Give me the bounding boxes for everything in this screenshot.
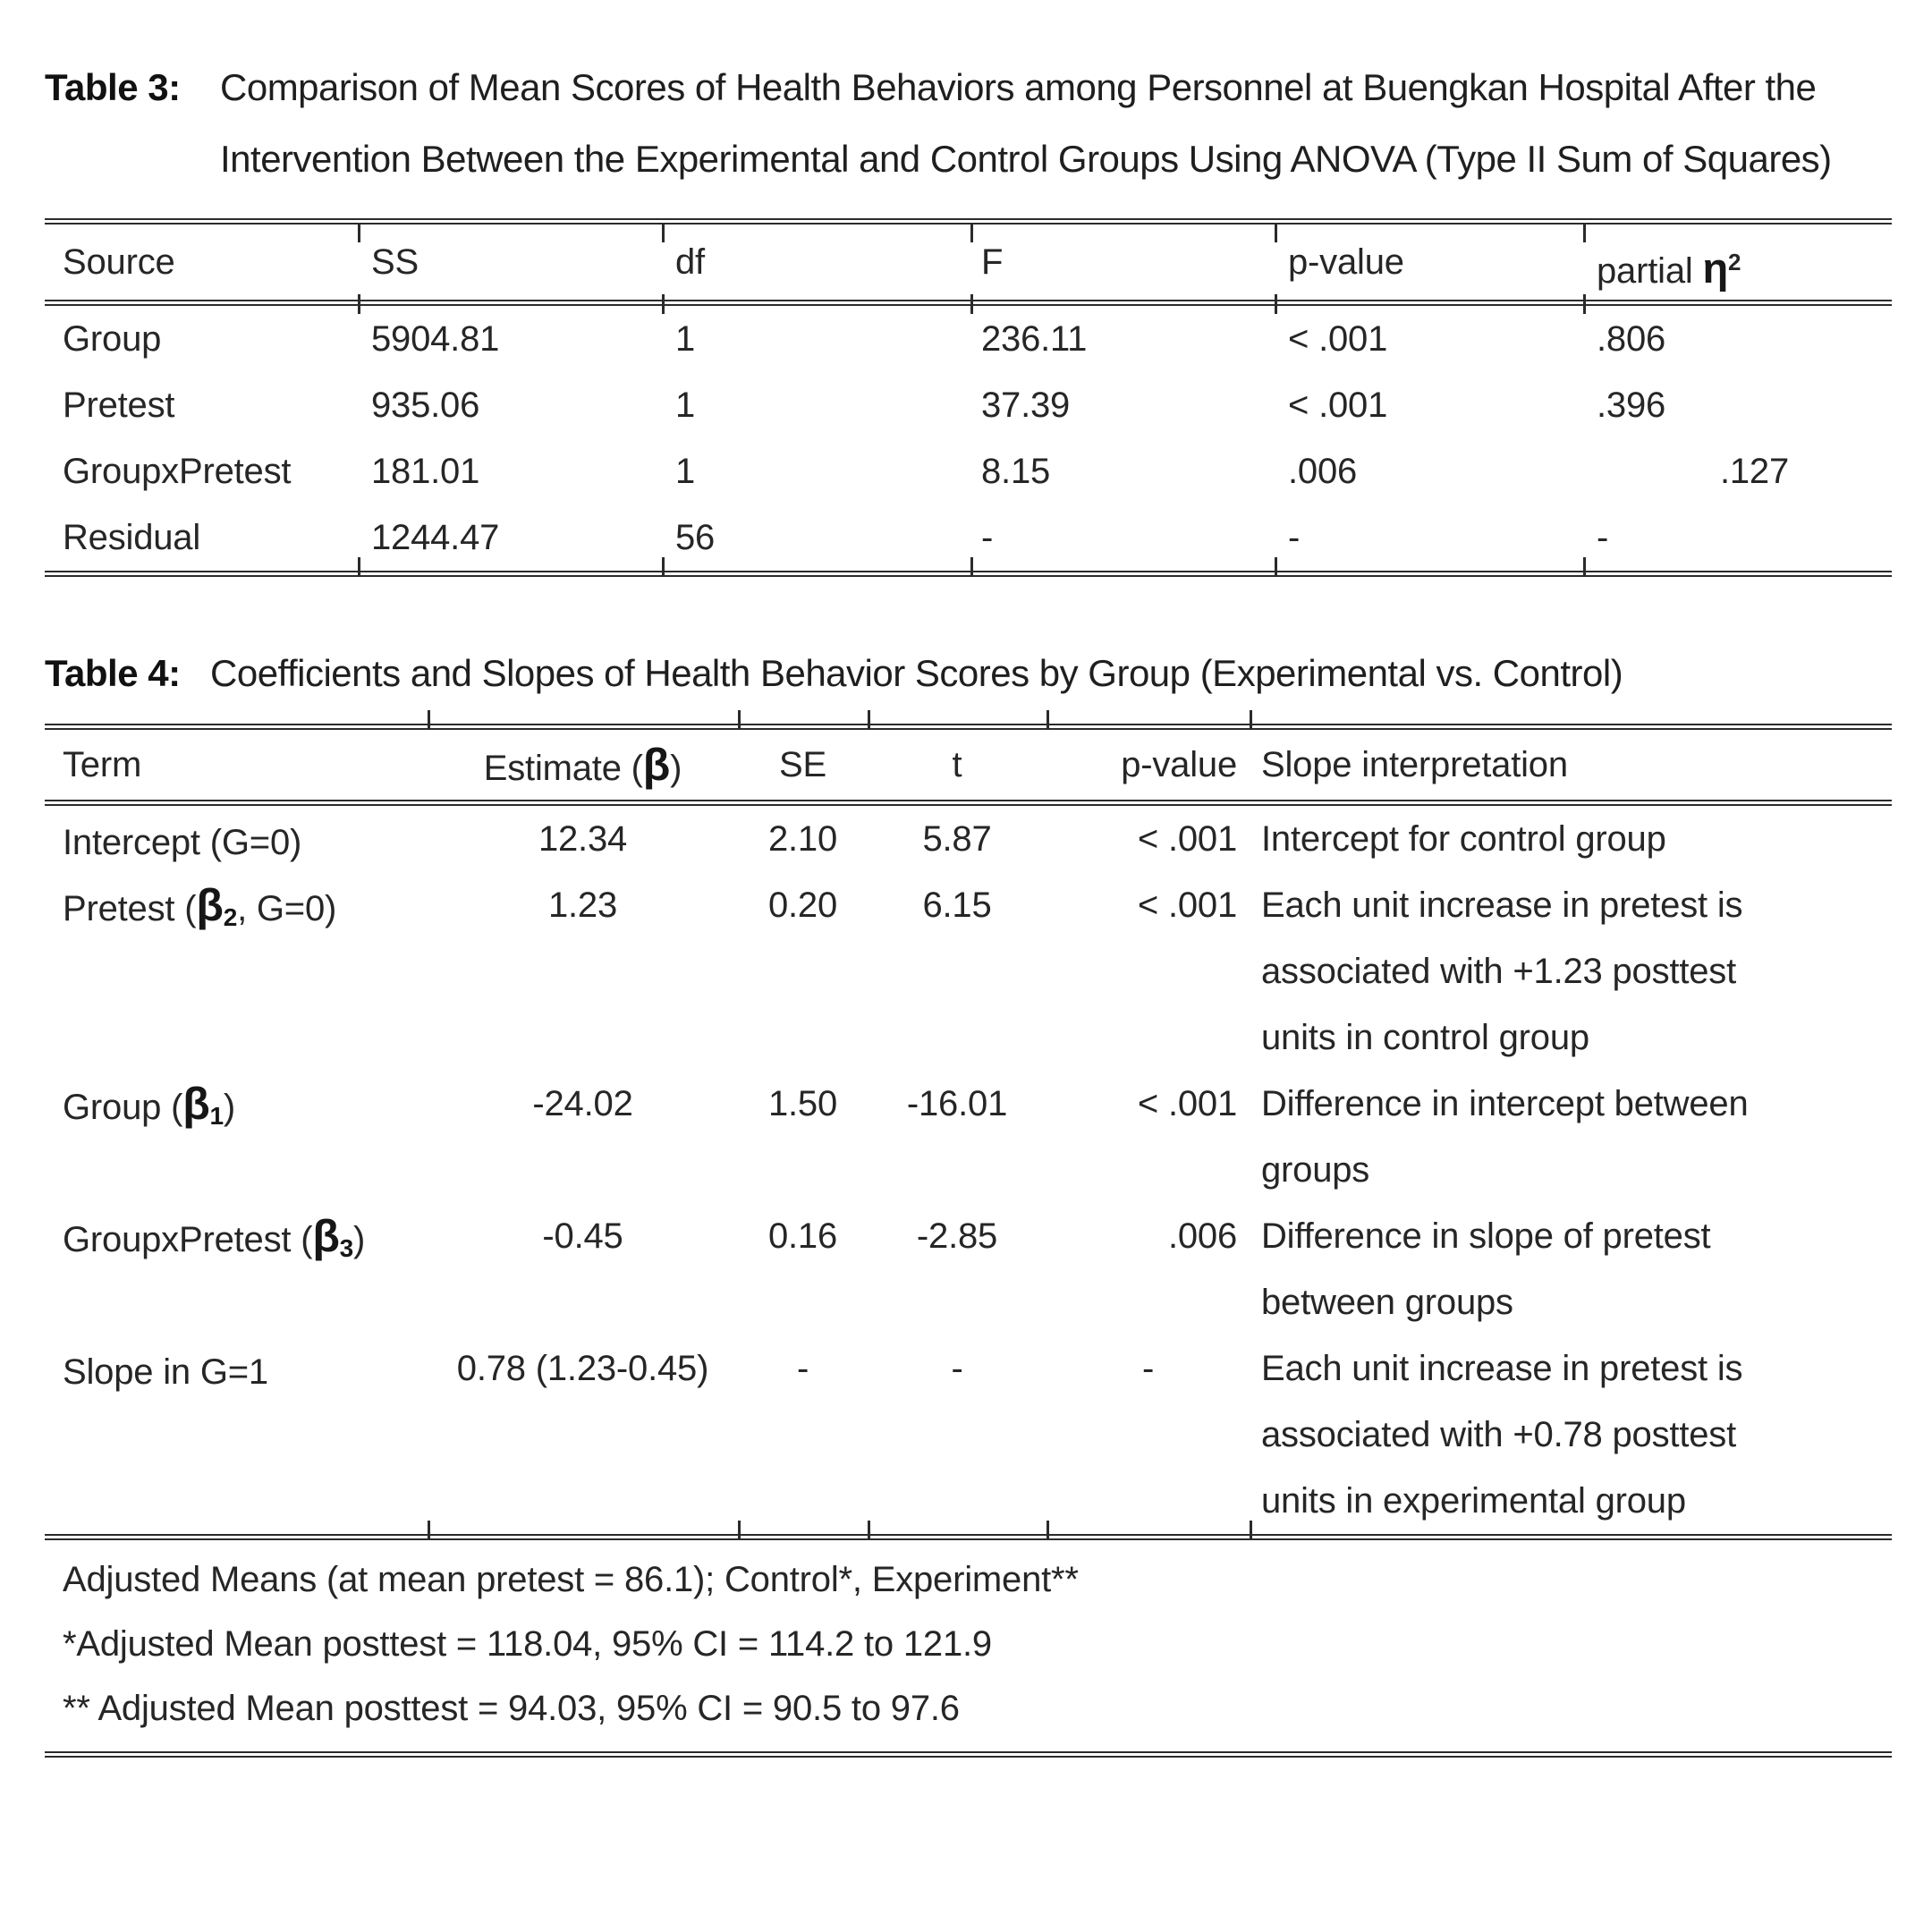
column-tick (358, 294, 360, 314)
table3-row3-eta: .127 (1719, 452, 1789, 491)
eta-symbol: η (1702, 244, 1728, 292)
column-tick (1583, 557, 1586, 577)
beta-symbol: β (642, 740, 671, 790)
table3-header-pvalue: p-value (1288, 242, 1404, 282)
footnote-experiment-mean: ** Adjusted Mean posttest = 94.03, 95% CI = 90.5 to 97.6 (63, 1689, 960, 1728)
column-tick (970, 294, 973, 314)
table4-row3-se: 1.50 (767, 1084, 838, 1123)
table3-row3-pvalue: .006 (1288, 452, 1358, 491)
term-text: Slope in G=1 (63, 1352, 268, 1392)
table4-footnotes (45, 1540, 1892, 1751)
table4-row1-estimate: 12.34 (538, 819, 628, 859)
beta-symbol: β (196, 880, 224, 930)
table3-row4-ss: 1244.47 (371, 518, 500, 557)
table3-header-ss: SS (371, 242, 419, 282)
table3-row4-source: Residual (63, 518, 201, 557)
column-tick (1275, 294, 1277, 314)
column-tick (738, 1521, 741, 1540)
table4-bottom-rule (45, 1751, 1892, 1758)
table3-row4-pvalue: - (1288, 518, 1301, 557)
table3-body (45, 306, 1892, 571)
interpretation-line: between groups (1261, 1283, 1513, 1322)
table3-row2-ss: 935.06 (371, 386, 480, 425)
table3-header-rule (45, 300, 1892, 306)
table4-header-term: Term (63, 745, 142, 784)
column-tick (970, 557, 973, 577)
table4-row3-term (45, 1071, 428, 1149)
interpretation-line: units in experimental group (1261, 1481, 1686, 1521)
table3-row3-f: 8.15 (981, 452, 1051, 491)
table3-bottom-rule (45, 571, 1892, 577)
table4-header-rule (45, 800, 1892, 806)
table4-row-groupxpretest (45, 1203, 1892, 1335)
footnote-control-mean: *Adjusted Mean posttest = 118.04, 95% CI = 114.2 to 121.9 (63, 1624, 992, 1664)
table4-row5-pvalue: - (1141, 1349, 1155, 1388)
table3-row1-df: 1 (675, 319, 696, 359)
table3-top-rule (45, 218, 1892, 225)
term-text: , G=0) (237, 889, 337, 928)
table4-row4-t: -2.85 (916, 1216, 998, 1256)
column-tick (1583, 223, 1586, 242)
estimate-prefix: Estimate ( (483, 749, 643, 788)
table4-row4-se: 0.16 (767, 1216, 838, 1256)
column-tick (1046, 1521, 1049, 1540)
term-text: Pretest ( (63, 889, 197, 928)
table3-row4-f: - (981, 518, 994, 557)
table4-header-slope-interpretation: Slope interpretation (1261, 745, 1568, 784)
column-tick (868, 1521, 870, 1540)
interpretation-line: Difference in slope of pretest (1261, 1216, 1711, 1256)
table3-header-row (45, 225, 1892, 300)
table3-row1-ss: 5904.81 (371, 319, 500, 359)
table3-header-source: Source (63, 242, 175, 282)
table3-caption (45, 52, 1892, 195)
table3-caption-label: Table 3: (45, 66, 181, 108)
column-tick (358, 223, 360, 242)
footnote-adjusted-means: Adjusted Means (at mean pretest = 86.1); Control*, Experiment** (63, 1560, 1079, 1599)
table4-row3-pvalue: < .001 (1137, 1084, 1237, 1123)
table4-row2-term (45, 872, 428, 951)
column-tick (662, 557, 665, 577)
column-tick (358, 557, 360, 577)
table3-row2-f: 37.39 (981, 386, 1071, 425)
table4-row-pretest (45, 872, 1892, 1071)
page-content (45, 52, 1892, 1758)
table4-row-slope-g1 (45, 1335, 1892, 1534)
column-tick (1275, 223, 1277, 242)
table3-row3-df: 1 (675, 452, 696, 491)
table4-row4-term (45, 1203, 428, 1282)
term-text: GroupxPretest ( (63, 1220, 313, 1259)
table3-row1-eta: .806 (1597, 319, 1666, 359)
table3-caption-text (220, 52, 1832, 195)
table4-row4-interpretation (1250, 1203, 1892, 1335)
beta-subscript: 3 (339, 1234, 354, 1262)
table4-row5-interpretation (1250, 1335, 1892, 1534)
column-tick (1583, 294, 1586, 314)
table4-header-se: SE (779, 745, 826, 784)
table4-body-bottom-rule (45, 1534, 1892, 1540)
interpretation-line: Intercept for control group (1261, 819, 1666, 859)
document-page (0, 52, 1932, 1932)
table3-row3-source: GroupxPretest (63, 452, 292, 491)
table4-header-pvalue: p-value (1121, 745, 1237, 784)
column-tick (868, 710, 870, 730)
table4-row-group (45, 1071, 1892, 1203)
table4-row5-term (45, 1335, 428, 1414)
table3-caption-line2: Intervention Between the Experimental and Control Groups Using ANOVA (Type II Sum of Squares) (220, 138, 1832, 180)
table4-row2-t: 6.15 (922, 886, 992, 925)
table4-header-estimate (428, 730, 738, 803)
table3-row2-pvalue: < .001 (1288, 386, 1388, 425)
table3-row2-eta: .396 (1597, 386, 1666, 425)
column-tick (428, 710, 430, 730)
table4-row5-estimate: 0.78 (1.23-0.45) (456, 1349, 709, 1388)
table4-row2-se: 0.20 (767, 886, 838, 925)
table4-row5-se: - (796, 1349, 809, 1388)
column-tick (1275, 557, 1277, 577)
column-tick (738, 710, 741, 730)
table4-caption (45, 638, 1892, 709)
beta-subscript: 2 (223, 903, 238, 931)
table4-row1-interpretation (1250, 806, 1892, 872)
table4-caption-text: Coefficients and Slopes of Health Behavior Scores by Group (Experimental vs. Control) (210, 652, 1623, 694)
table3-row1-f: 236.11 (981, 319, 1088, 359)
beta-symbol: β (182, 1079, 210, 1129)
table4-top-rule (45, 724, 1892, 730)
table3-row2-df: 1 (675, 386, 696, 425)
interpretation-line: Difference in intercept between (1261, 1084, 1749, 1123)
table4-row3-estimate: -24.02 (532, 1084, 633, 1123)
table3-caption-line1: Comparison of Mean Scores of Health Behaviors among Personnel at Buengkan Hospital After the (220, 66, 1817, 108)
table4-row1-se: 2.10 (767, 819, 838, 859)
column-tick (1046, 710, 1049, 730)
column-tick (1250, 1521, 1252, 1540)
table3-row1-source: Group (63, 319, 162, 359)
table4-row-intercept (45, 806, 1892, 872)
table4-row1-t: 5.87 (922, 819, 992, 859)
table4-row3-interpretation (1250, 1071, 1892, 1203)
table4-row2-pvalue: < .001 (1137, 886, 1237, 925)
table3-header-partial-eta (1583, 225, 1892, 309)
column-tick (1250, 710, 1252, 730)
table3-header-f: F (981, 242, 1004, 282)
table4-row4-pvalue: .006 (1167, 1216, 1237, 1256)
table4-row1-pvalue: < .001 (1137, 819, 1237, 859)
table4-row2-estimate: 1.23 (547, 886, 618, 925)
table3-row2-source: Pretest (63, 386, 175, 425)
term-text: Group ( (63, 1088, 183, 1127)
table4-row4-estimate: -0.45 (542, 1216, 623, 1256)
estimate-suffix: ) (670, 749, 682, 788)
table4-row3-t: -16.01 (906, 1084, 1008, 1123)
term-text: ) (353, 1220, 366, 1259)
interpretation-line: units in control group (1261, 1018, 1589, 1057)
interpretation-line: Each unit increase in pretest is (1261, 886, 1743, 925)
interpretation-line: groups (1261, 1150, 1370, 1190)
column-tick (970, 223, 973, 242)
interpretation-line: associated with +0.78 posttest (1261, 1415, 1736, 1454)
table4-row2-interpretation (1250, 872, 1892, 1071)
table3-row3-ss: 181.01 (371, 452, 480, 491)
table3-row1-pvalue: < .001 (1288, 319, 1388, 359)
term-text: Intercept (G=0) (63, 823, 302, 862)
eta-superscript: 2 (1727, 249, 1741, 275)
beta-subscript: 1 (209, 1102, 224, 1130)
column-tick (662, 294, 665, 314)
term-text: ) (223, 1088, 236, 1127)
table4-header-row (45, 730, 1892, 800)
table4-header-t: t (952, 745, 962, 784)
table4-caption-label: Table 4: (45, 652, 181, 694)
column-tick (662, 223, 665, 242)
table4-row5-t: - (951, 1349, 963, 1388)
table3-row4-eta: - (1597, 518, 1609, 557)
interpretation-line: associated with +1.23 posttest (1261, 952, 1736, 991)
interpretation-line: Each unit increase in pretest is (1261, 1349, 1743, 1388)
column-tick (428, 1521, 430, 1540)
table3-row4-df: 56 (675, 518, 716, 557)
table3-header-df: df (675, 242, 705, 282)
partial-eta-prefix: partial (1597, 251, 1703, 291)
beta-symbol: β (312, 1211, 340, 1261)
